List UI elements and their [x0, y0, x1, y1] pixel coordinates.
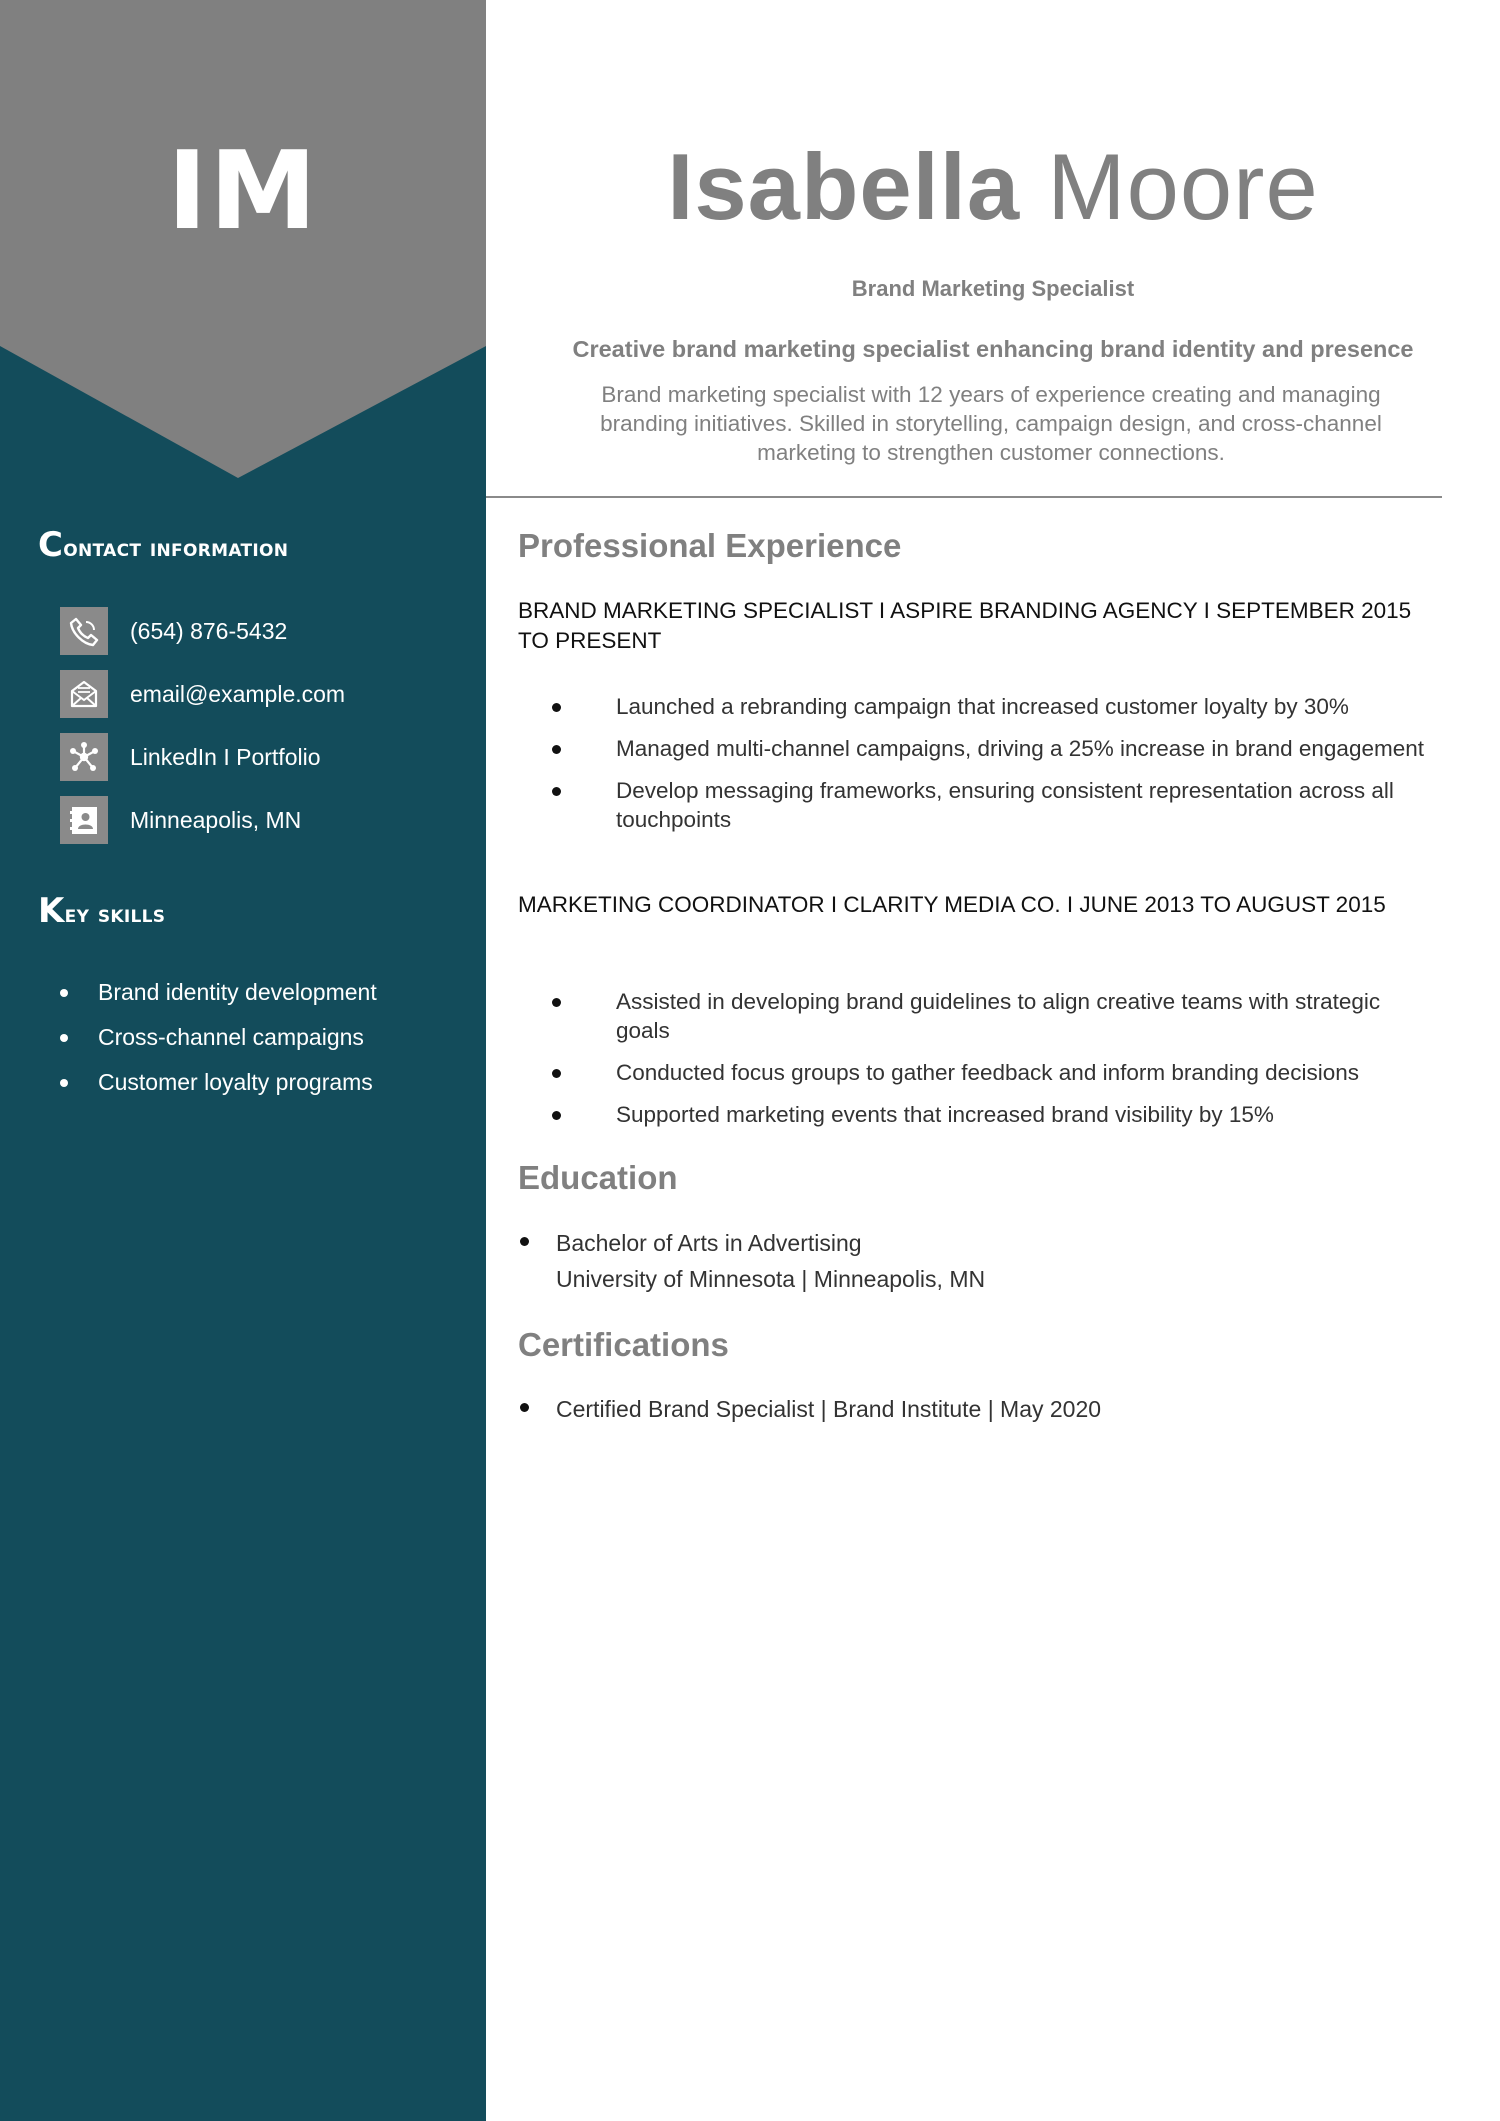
contact-section-title [38, 525, 289, 565]
first-name: Isabella [667, 134, 1021, 239]
email-text[interactable]: email@example.com [130, 680, 346, 707]
linkedin-portfolio-text[interactable]: LinkedIn I Portfolio [130, 743, 321, 770]
sidebar [0, 0, 486, 2121]
job-bullet: Conducted focus groups to gather feedback and inform branding decisions [550, 1058, 1436, 1087]
bullet-dot [520, 1403, 529, 1412]
contact-location [60, 797, 301, 843]
monogram: IM [167, 129, 319, 254]
job-heading: MARKETING COORDINATOR I CLARITY MEDIA CO. I JUNE 2013 TO AUGUST 2015 [518, 892, 1386, 917]
summary: Brand marketing specialist with 12 years of experience creating and managing branding initiatives. Skilled in storytelling, campaign design, and cross-channel marketing to strengthen customer connections. [600, 382, 1382, 465]
tagline: Creative brand marketing specialist enhancing brand identity and presence [572, 336, 1414, 362]
job-heading: BRAND MARKETING SPECIALIST I ASPIRE BRANDING AGENCY I SEPTEMBER 2015 TO PRESENT [518, 598, 1412, 653]
skill-item: Brand identity development [60, 976, 377, 1021]
email-icon [60, 670, 108, 718]
job-bullets [550, 692, 1436, 847]
education-entry [518, 1225, 1438, 1297]
contact-title-rest: ontact information [63, 534, 289, 562]
job-bullet: Managed multi-channel campaigns, driving a 25% increase in brand engagement [550, 734, 1436, 763]
certifications-section-title: Certifications [518, 1326, 729, 1363]
skills-title-initial: K [38, 891, 65, 931]
contact-email [60, 671, 345, 717]
job-bullet: Launched a rebranding campaign that increased customer loyalty by 30% [550, 692, 1436, 721]
header-divider [486, 496, 1442, 498]
contact-phone [60, 608, 287, 654]
job-bullet: Develop messaging frameworks, ensuring consistent representation across all touchpoints [550, 776, 1436, 834]
skill-item: Cross-channel campaigns [60, 1021, 377, 1066]
certification-item: Certified Brand Specialist | Brand Institute | May 2020 [556, 1396, 1102, 1422]
last-name: Moore [1047, 134, 1319, 239]
education-school: University of Minnesota | Minneapolis, MN [556, 1266, 986, 1292]
experience-section-title: Professional Experience [518, 527, 902, 564]
location-text: Minneapolis, MN [130, 806, 302, 833]
location-card-icon [60, 796, 108, 844]
job-bullets [550, 987, 1436, 1142]
job-bullet: Supported marketing events that increased brand visibility by 15% [550, 1100, 1436, 1129]
network-icon [60, 733, 108, 781]
contact-linkedin [60, 734, 321, 780]
education-degree: Bachelor of Arts in Advertising [556, 1230, 862, 1256]
skill-item: Customer loyalty programs [60, 1066, 377, 1111]
candidate-name [486, 134, 1500, 239]
skills-section-title [38, 891, 166, 931]
contact-title-initial: C [38, 525, 64, 565]
phone-text: (654) 876-5432 [130, 617, 288, 644]
main-content [486, 0, 1500, 2121]
skills-title-rest: ey skills [64, 900, 166, 928]
skills-list [60, 976, 377, 1111]
bullet-dot [520, 1237, 529, 1246]
certification-entry [518, 1391, 1438, 1427]
job-bullet: Assisted in developing brand guidelines to align creative teams with strategic goals [550, 987, 1436, 1045]
job-title: Brand Marketing Specialist [851, 276, 1135, 301]
phone-icon [60, 607, 108, 655]
education-section-title: Education [518, 1159, 678, 1196]
